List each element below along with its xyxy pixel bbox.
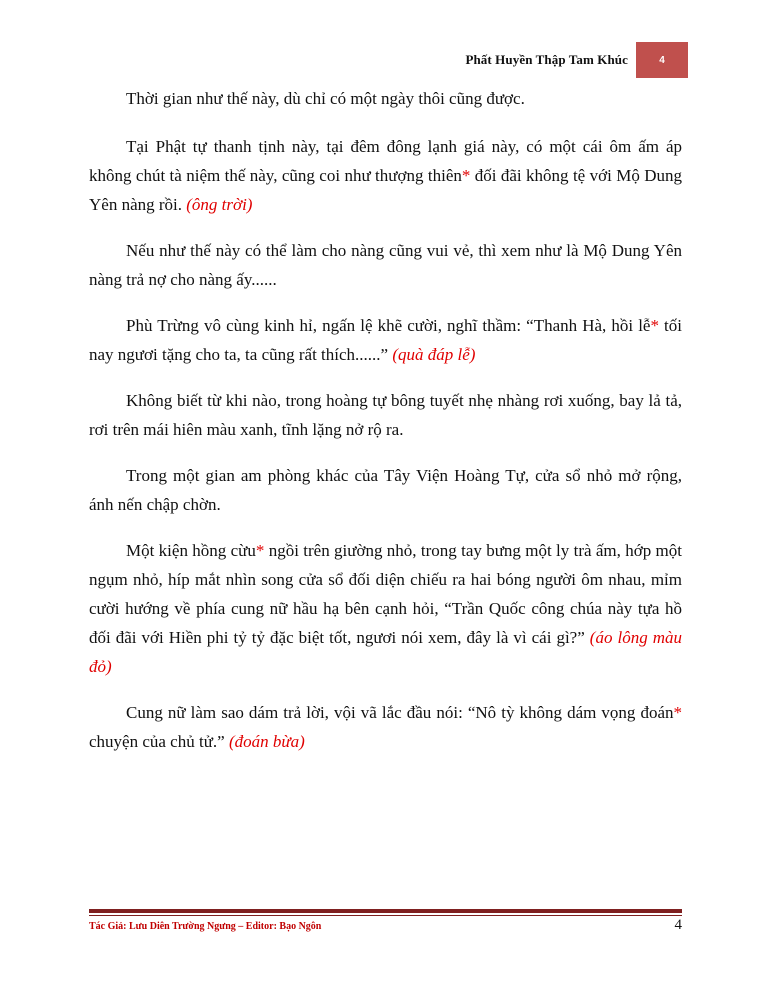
footnote-marker: * <box>461 166 471 185</box>
footer-credit: Tác Giả: Lưu Diên Trường Ngưng – Editor: Bạo Ngôn <box>89 921 322 932</box>
paragraph-text: Thời gian như thế này, dù chỉ có một ngày thôi cũng được. <box>126 89 525 108</box>
translator-note: (ông trời) <box>186 195 253 214</box>
footnote-marker: * <box>673 703 682 722</box>
paragraph <box>89 698 682 756</box>
paragraph <box>89 84 682 113</box>
footer-page-number: 4 <box>674 917 682 933</box>
paragraph-text: đối đãi không tệ với Mộ Dung Yên nàng rồi. <box>89 166 682 214</box>
footer-divider-thick <box>89 909 682 913</box>
translator-note: (quà đáp lễ) <box>392 345 476 364</box>
paragraph-text: chuyện của chủ tử.” <box>89 732 229 751</box>
paragraph <box>89 461 682 519</box>
header-page-number-box: 4 <box>636 42 688 78</box>
book-title: Phất Huyền Thập Tam Khúc <box>465 52 628 67</box>
document-body <box>89 84 682 773</box>
paragraph-text: tối nay ngươi tặng cho ta, ta cũng rất thích......” <box>89 316 683 364</box>
footnote-marker: * <box>650 316 659 335</box>
paragraph <box>89 236 682 294</box>
paragraph-text: ngồi trên giường nhỏ, trong tay bưng một ly trà ấm, hớp một ngụm nhỏ, híp mắt nhìn song cửa sổ đối diện chiếu ra hai bóng người ôm nhau, mỉm cười hướng về phía cung nữ hầu hạ bên cạnh hỏi, “Trần Quốc công chúa này tựa hồ đối đãi với Hiền phi tỷ tỷ đặc biệt tốt, ngươi nói xem, đây là vì cái gì?” <box>89 541 682 647</box>
paragraph-text: Tại Phật tự thanh tịnh này, tại đêm đông lạnh giá này, có một cái ôm ấm áp không chút tà niệm thế này, cũng coi như thượng thiên <box>89 137 682 185</box>
paragraph <box>89 536 682 681</box>
paragraph-text: Nếu như thế này có thể làm cho nàng cũng vui vẻ, thì xem như là Mộ Dung Yên nàng trả nợ cho nàng ấy...... <box>89 241 682 289</box>
paragraph-text: Trong một gian am phòng khác của Tây Viện Hoàng Tự, cửa sổ nhỏ mở rộng, ánh nến chập chờn. <box>89 466 682 514</box>
paragraph-text: Một kiện hồng cừu <box>126 541 256 560</box>
footnote-marker: * <box>255 541 265 560</box>
footer-divider-thin <box>89 915 682 916</box>
paragraph-text: Cung nữ làm sao dám trả lời, vội vã lắc đầu nói: “Nô tỳ không dám vọng đoán <box>126 703 674 722</box>
paragraph <box>89 132 682 219</box>
translator-note: (đoán bừa) <box>228 732 305 751</box>
paragraph <box>89 386 682 444</box>
paragraph-text: Không biết từ khi nào, trong hoàng tự bông tuyết nhẹ nhàng rơi xuống, bay lả tả, rơi trên mái hiên màu xanh, tĩnh lặng nở rộ ra. <box>89 391 682 439</box>
paragraph-text: Phù Trừng vô cùng kinh hỉ, ngấn lệ khẽ cười, nghĩ thầm: “Thanh Hà, hồi lễ <box>126 316 651 335</box>
translator-note: (áo lông màu đỏ) <box>89 628 682 676</box>
paragraph <box>89 311 682 369</box>
